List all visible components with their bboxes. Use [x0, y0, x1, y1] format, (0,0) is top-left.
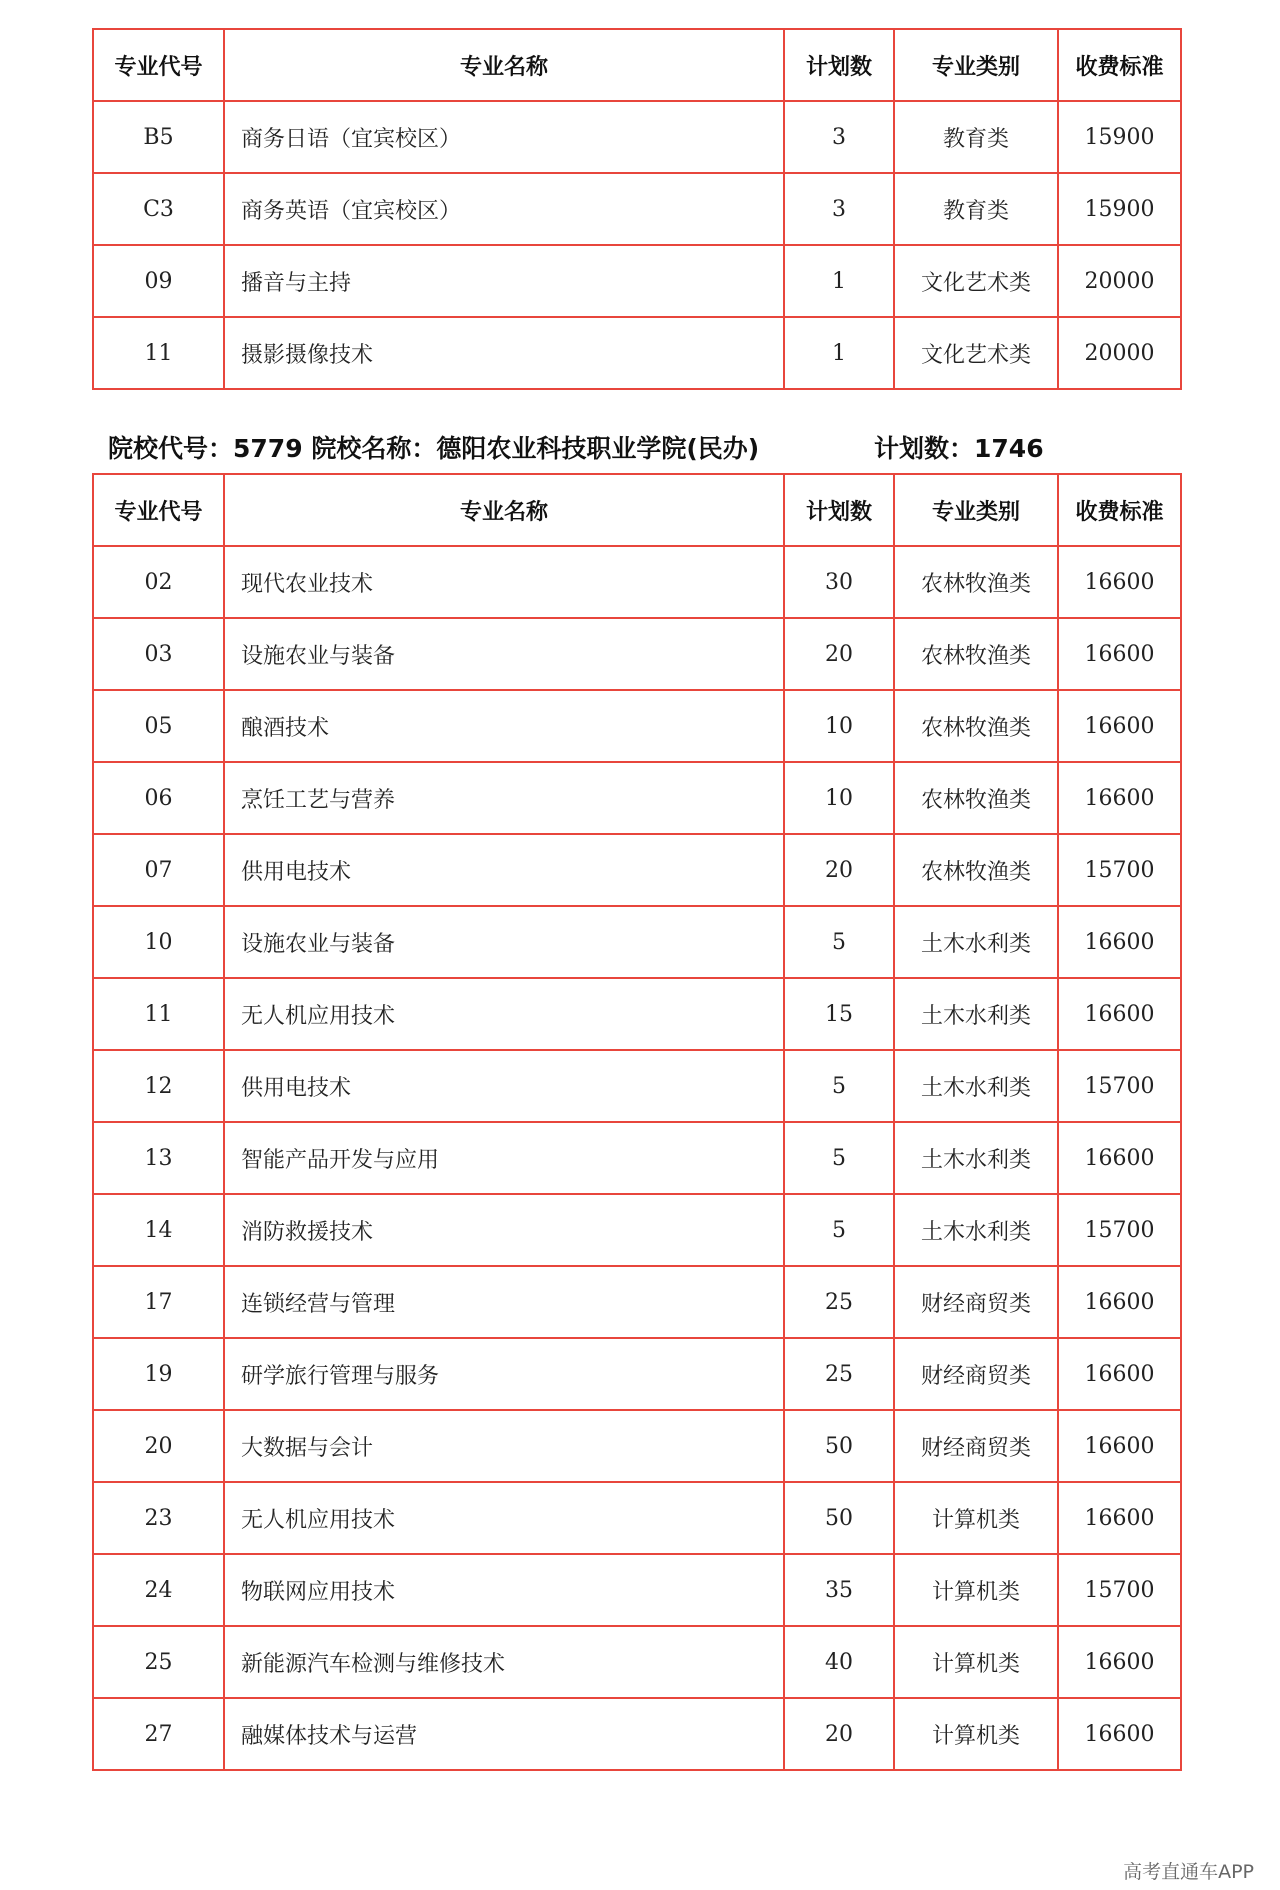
tuition-cell: 15700	[1058, 1050, 1181, 1122]
major-name-cell: 无人机应用技术	[224, 978, 784, 1050]
plan-count-cell: 5	[784, 1050, 894, 1122]
plan-count-cell: 5	[784, 1194, 894, 1266]
plan-count-cell: 30	[784, 546, 894, 618]
watermark-text: 高考直通车APP	[1123, 1861, 1254, 1883]
plan-count-cell: 1	[784, 245, 894, 317]
major-code-cell: 13	[93, 1122, 224, 1194]
major-name-cell: 商务日语（宜宾校区）	[224, 101, 784, 173]
tuition-cell: 16600	[1058, 1410, 1181, 1482]
table-row	[93, 906, 1181, 978]
plan-count-cell: 3	[784, 101, 894, 173]
tuition-cell: 15700	[1058, 834, 1181, 906]
major-category-cell: 土木水利类	[894, 906, 1058, 978]
header-tuition: 收费标准	[1058, 29, 1181, 101]
school-name: 德阳农业科技职业学院(民办)	[436, 434, 760, 463]
major-category-cell: 农林牧渔类	[894, 762, 1058, 834]
table-row	[93, 690, 1181, 762]
table-row	[93, 1482, 1181, 1554]
table-header-row	[93, 474, 1181, 546]
table-row	[93, 1194, 1181, 1266]
table-body	[93, 546, 1181, 1770]
plan-value: 1746	[974, 434, 1044, 463]
plan-count-cell: 25	[784, 1338, 894, 1410]
major-code-cell: 11	[93, 978, 224, 1050]
major-name-cell: 消防救援技术	[224, 1194, 784, 1266]
major-category-cell: 财经商贸类	[894, 1266, 1058, 1338]
major-category-cell: 计算机类	[894, 1698, 1058, 1770]
table-row	[93, 1554, 1181, 1626]
major-name-cell: 物联网应用技术	[224, 1554, 784, 1626]
tuition-cell: 16600	[1058, 1626, 1181, 1698]
table-row	[93, 1266, 1181, 1338]
plan-count-cell: 10	[784, 690, 894, 762]
tuition-cell: 20000	[1058, 317, 1181, 389]
table-row	[93, 834, 1181, 906]
major-category-cell: 农林牧渔类	[894, 618, 1058, 690]
plan-count-cell: 5	[784, 1122, 894, 1194]
tuition-cell: 16600	[1058, 978, 1181, 1050]
major-code-cell: 02	[93, 546, 224, 618]
major-category-cell: 土木水利类	[894, 1050, 1058, 1122]
major-name-cell: 商务英语（宜宾校区）	[224, 173, 784, 245]
tuition-cell: 20000	[1058, 245, 1181, 317]
plan-count-cell: 15	[784, 978, 894, 1050]
school-plan-total	[874, 434, 1044, 464]
major-category-cell: 土木水利类	[894, 1194, 1058, 1266]
major-name-cell: 现代农业技术	[224, 546, 784, 618]
major-category-cell: 土木水利类	[894, 1122, 1058, 1194]
major-name-cell: 研学旅行管理与服务	[224, 1338, 784, 1410]
major-name-cell: 播音与主持	[224, 245, 784, 317]
school-code-label: 院校代号：	[108, 434, 234, 463]
table-row	[93, 762, 1181, 834]
major-table-deyang-agri	[92, 473, 1182, 1771]
major-category-cell: 教育类	[894, 173, 1058, 245]
major-name-cell: 酿酒技术	[224, 690, 784, 762]
table-row	[93, 1698, 1181, 1770]
major-code-cell: 17	[93, 1266, 224, 1338]
major-name-cell: 大数据与会计	[224, 1410, 784, 1482]
tuition-cell: 16600	[1058, 762, 1181, 834]
header-major-code: 专业代号	[93, 29, 224, 101]
plan-label: 计划数：	[874, 434, 975, 463]
tuition-cell: 15700	[1058, 1194, 1181, 1266]
major-code-cell: 10	[93, 906, 224, 978]
table-row	[93, 173, 1181, 245]
plan-count-cell: 20	[784, 618, 894, 690]
header-major-code: 专业代号	[93, 474, 224, 546]
plan-count-cell: 40	[784, 1626, 894, 1698]
tuition-cell: 16600	[1058, 1266, 1181, 1338]
major-category-cell: 文化艺术类	[894, 317, 1058, 389]
header-plan-count: 计划数	[784, 474, 894, 546]
major-name-cell: 设施农业与装备	[224, 906, 784, 978]
major-code-cell: 25	[93, 1626, 224, 1698]
major-name-cell: 烹饪工艺与营养	[224, 762, 784, 834]
major-category-cell: 计算机类	[894, 1482, 1058, 1554]
major-table-previous-school	[92, 28, 1182, 390]
major-code-cell: 19	[93, 1338, 224, 1410]
tuition-cell: 16600	[1058, 618, 1181, 690]
tuition-cell: 15700	[1058, 1554, 1181, 1626]
table-row	[93, 1050, 1181, 1122]
header-major-category: 专业类别	[894, 474, 1058, 546]
major-name-cell: 智能产品开发与应用	[224, 1122, 784, 1194]
school-name-label: 院校名称：	[311, 434, 437, 463]
tuition-cell: 16600	[1058, 1698, 1181, 1770]
header-tuition: 收费标准	[1058, 474, 1181, 546]
major-category-cell: 财经商贸类	[894, 1410, 1058, 1482]
school-info-header	[108, 434, 1044, 464]
tuition-cell: 16600	[1058, 1122, 1181, 1194]
plan-count-cell: 20	[784, 1698, 894, 1770]
header-major-category: 专业类别	[894, 29, 1058, 101]
major-category-cell: 教育类	[894, 101, 1058, 173]
header-major-name: 专业名称	[224, 474, 784, 546]
major-code-cell: 23	[93, 1482, 224, 1554]
major-code-cell: B5	[93, 101, 224, 173]
major-name-cell: 融媒体技术与运营	[224, 1698, 784, 1770]
table-row	[93, 546, 1181, 618]
major-code-cell: 12	[93, 1050, 224, 1122]
major-name-cell: 摄影摄像技术	[224, 317, 784, 389]
tuition-cell: 15900	[1058, 173, 1181, 245]
major-code-cell: C3	[93, 173, 224, 245]
major-code-cell: 24	[93, 1554, 224, 1626]
major-code-cell: 09	[93, 245, 224, 317]
major-name-cell: 供用电技术	[224, 1050, 784, 1122]
plan-count-cell: 5	[784, 906, 894, 978]
major-category-cell: 农林牧渔类	[894, 690, 1058, 762]
major-code-cell: 27	[93, 1698, 224, 1770]
major-category-cell: 计算机类	[894, 1626, 1058, 1698]
plan-count-cell: 20	[784, 834, 894, 906]
tuition-cell: 16600	[1058, 546, 1181, 618]
plan-count-cell: 25	[784, 1266, 894, 1338]
table-row	[93, 618, 1181, 690]
major-name-cell: 新能源汽车检测与维修技术	[224, 1626, 784, 1698]
major-name-cell: 无人机应用技术	[224, 1482, 784, 1554]
table-row	[93, 317, 1181, 389]
table-row	[93, 101, 1181, 173]
major-name-cell: 供用电技术	[224, 834, 784, 906]
header-major-name: 专业名称	[224, 29, 784, 101]
table-row	[93, 245, 1181, 317]
major-code-cell: 14	[93, 1194, 224, 1266]
major-name-cell: 连锁经营与管理	[224, 1266, 784, 1338]
plan-count-cell: 50	[784, 1410, 894, 1482]
tuition-cell: 15900	[1058, 101, 1181, 173]
major-category-cell: 农林牧渔类	[894, 834, 1058, 906]
plan-count-cell: 3	[784, 173, 894, 245]
table-body	[93, 101, 1181, 389]
plan-count-cell: 1	[784, 317, 894, 389]
tuition-cell: 16600	[1058, 906, 1181, 978]
plan-count-cell: 10	[784, 762, 894, 834]
table-row	[93, 1338, 1181, 1410]
major-category-cell: 农林牧渔类	[894, 546, 1058, 618]
major-name-cell: 设施农业与装备	[224, 618, 784, 690]
major-code-cell: 05	[93, 690, 224, 762]
table-row	[93, 1626, 1181, 1698]
tuition-cell: 16600	[1058, 1338, 1181, 1410]
major-category-cell: 土木水利类	[894, 978, 1058, 1050]
school-code: 5779	[233, 434, 303, 463]
plan-count-cell: 50	[784, 1482, 894, 1554]
major-category-cell: 计算机类	[894, 1554, 1058, 1626]
major-code-cell: 20	[93, 1410, 224, 1482]
tuition-cell: 16600	[1058, 690, 1181, 762]
major-category-cell: 文化艺术类	[894, 245, 1058, 317]
major-code-cell: 11	[93, 317, 224, 389]
table-row	[93, 1410, 1181, 1482]
major-code-cell: 03	[93, 618, 224, 690]
plan-count-cell: 35	[784, 1554, 894, 1626]
major-category-cell: 财经商贸类	[894, 1338, 1058, 1410]
table-row	[93, 1122, 1181, 1194]
table-header-row	[93, 29, 1181, 101]
major-code-cell: 07	[93, 834, 224, 906]
table-row	[93, 978, 1181, 1050]
major-code-cell: 06	[93, 762, 224, 834]
tuition-cell: 16600	[1058, 1482, 1181, 1554]
header-plan-count: 计划数	[784, 29, 894, 101]
